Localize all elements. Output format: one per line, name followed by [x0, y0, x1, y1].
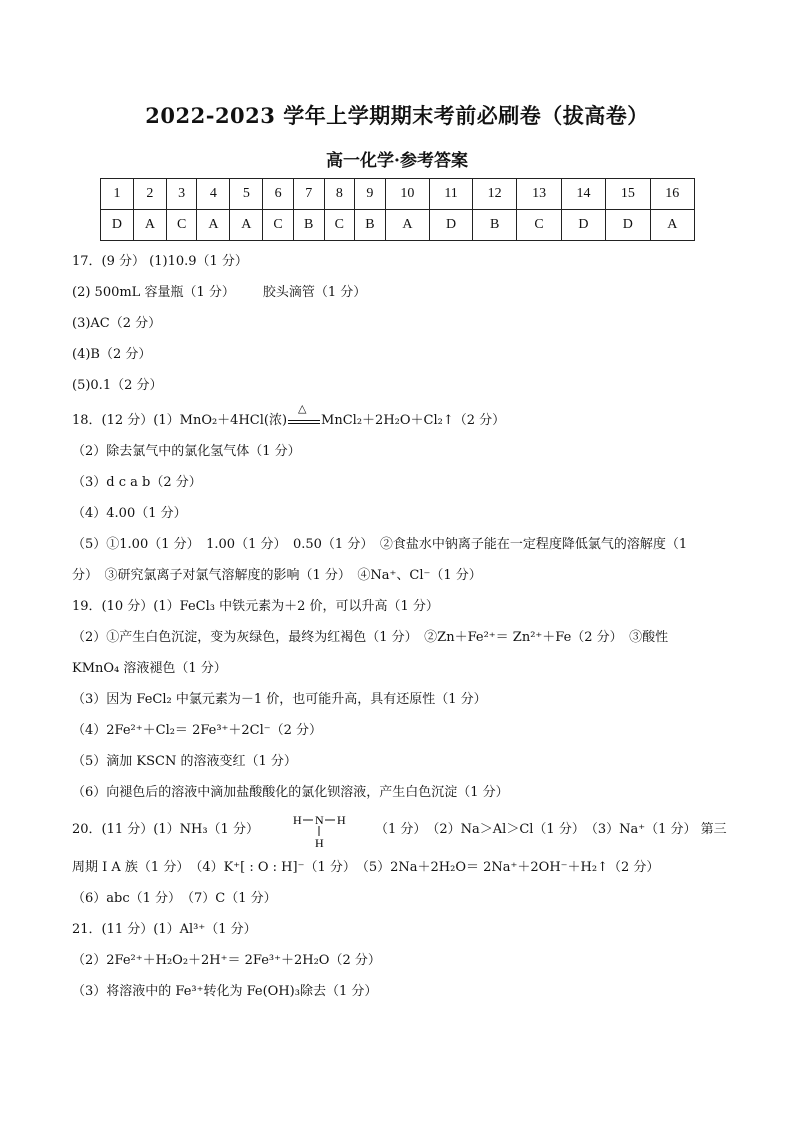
q20-line: 周期 I A 族（1 分） （4）K⁺[ : O : H]⁻（1 分） （5）2Na＋2H₂O＝ 2Na⁺＋2OH⁻＋H₂↑（2 分） — [72, 860, 660, 875]
q17-line: (4)B（2 分） — [72, 347, 152, 362]
question-number-cell: 6 — [263, 179, 294, 210]
q17-line: 17．(9 分） (1)10.9（1 分） — [72, 254, 248, 269]
q17-part2-b: 胶头滴管（1 分） — [262, 285, 367, 300]
q19-line: （3）因为 FeCl₂ 中氯元素为－1 价，也可能升高，具有还原性（1 分） — [72, 692, 487, 707]
q18-equation-right: MnCl₂＋2H₂O＋Cl₂↑（2 分） — [321, 413, 506, 428]
question-number-cell: 2 — [133, 179, 166, 210]
answer-cell: A — [230, 210, 263, 241]
question-number-cell: 7 — [293, 179, 324, 210]
question-number-cell: 15 — [606, 179, 650, 210]
q18-equation-left: 18．(12 分）(1）MnO₂＋4HCl(浓) — [72, 413, 288, 428]
heat-symbol: △ — [298, 401, 307, 415]
q19-line: （5）滴加 KSCN 的溶液变红（1 分） — [72, 754, 297, 769]
answer-cell: D — [606, 210, 650, 241]
answer-cell: C — [166, 210, 197, 241]
q21-line: （3）将溶液中的 Fe³⁺转化为 Fe(OH)₃除去（1 分） — [72, 984, 378, 999]
question-number-cell: 5 — [230, 179, 263, 210]
page-subtitle: 高一化学·参考答案 — [326, 151, 468, 171]
answer-table-answer-row — [101, 210, 695, 241]
answer-cell: B — [293, 210, 324, 241]
answer-table-number-row — [101, 179, 695, 210]
q18-line: 分） ③研究氯离子对氯气溶解度的影响（1 分） ④Na⁺、Cl⁻（1 分） — [72, 568, 482, 583]
question-number-cell: 4 — [197, 179, 230, 210]
answer-cell: D — [430, 210, 473, 241]
answer-cell: B — [472, 210, 516, 241]
q19-line: KMnO₄ 溶液褪色（1 分） — [72, 661, 227, 676]
q19-line: 19．(10 分）(1）FeCl₃ 中铁元素为＋2 价，可以升高（1 分） — [72, 599, 439, 614]
answer-cell: D — [561, 210, 605, 241]
q21-line: 21．(11 分）(1）Al³⁺（1 分） — [72, 922, 257, 937]
q19-line: （2）①产生白色沉淀，变为灰绿色，最终为红褐色（1 分） ②Zn＋Fe²⁺＝ Zn²⁺＋Fe（2 分） ③酸性 — [72, 630, 669, 645]
q19-line: （4）2Fe²⁺＋Cl₂＝ 2Fe³⁺＋2Cl⁻（2 分） — [72, 723, 323, 738]
answer-explanations — [72, 246, 732, 1007]
answer-cell: A — [385, 210, 429, 241]
nh3-h-right: H — [336, 812, 346, 827]
question-number-cell: 3 — [166, 179, 197, 210]
q19-line: （6）向褪色后的溶液中滴加盐酸酸化的氯化钡溶液，产生白色沉淀（1 分） — [72, 785, 509, 800]
question-number-cell: 10 — [385, 179, 429, 210]
question-number-cell: 13 — [517, 179, 561, 210]
nh3-structure-diagram — [289, 810, 359, 850]
q20-part1: 20．(11 分）(1）NH₃（1 分） — [72, 822, 259, 837]
answer-cell: D — [101, 210, 134, 241]
question-number-cell: 12 — [472, 179, 516, 210]
answer-table — [100, 178, 695, 241]
q18-line — [72, 401, 732, 436]
answer-cell: C — [263, 210, 294, 241]
answer-cell: A — [650, 210, 694, 241]
nh3-h-bottom: H — [314, 835, 324, 850]
q17-line: (5)0.1（2 分） — [72, 378, 163, 393]
q18-line: （2）除去氯气中的氯化氢气体（1 分） — [72, 444, 301, 459]
q18-line: （3）d c a b（2 分） — [72, 475, 202, 490]
question-number-cell: 11 — [430, 179, 473, 210]
nh3-n: N — [314, 812, 324, 827]
heat-condition-arrow — [287, 401, 321, 431]
question-number-cell: 8 — [324, 179, 355, 210]
q18-line: （4）4.00（1 分） — [72, 506, 187, 521]
answer-cell: B — [355, 210, 386, 241]
q17-part2-a: (2) 500mL 容量瓶（1 分） — [72, 285, 235, 300]
nh3-h-left: H — [292, 812, 302, 827]
q21-line: （2）2Fe²⁺＋H₂O₂＋2H⁺＝ 2Fe³⁺＋2H₂O（2 分） — [72, 953, 381, 968]
answer-cell: C — [517, 210, 561, 241]
question-number-cell: 14 — [561, 179, 605, 210]
question-number-cell: 9 — [355, 179, 386, 210]
q18-line: （5）①1.00（1 分） 1.00（1 分） 0.50（1 分） ②食盐水中钠离子能在一定程度降低氯气的溶解度（1 — [72, 537, 688, 552]
q17-line: (3)AC（2 分） — [72, 316, 162, 331]
q20-line: （6）abc（1 分） （7）C（1 分） — [72, 891, 277, 906]
answer-cell: A — [133, 210, 166, 241]
q20-part1-continued: （1 分） （2）Na＞Al＞Cl（1 分） （3）Na⁺（1 分） 第三 — [374, 822, 727, 837]
q20-line — [72, 808, 732, 852]
page-title: 2022-2023 学年上学期期末考前必刷卷（拔高卷） — [145, 103, 649, 128]
q17-line — [72, 277, 732, 308]
question-number-cell: 1 — [101, 179, 134, 210]
answer-cell: A — [197, 210, 230, 241]
question-number-cell: 16 — [650, 179, 694, 210]
answer-cell: C — [324, 210, 355, 241]
